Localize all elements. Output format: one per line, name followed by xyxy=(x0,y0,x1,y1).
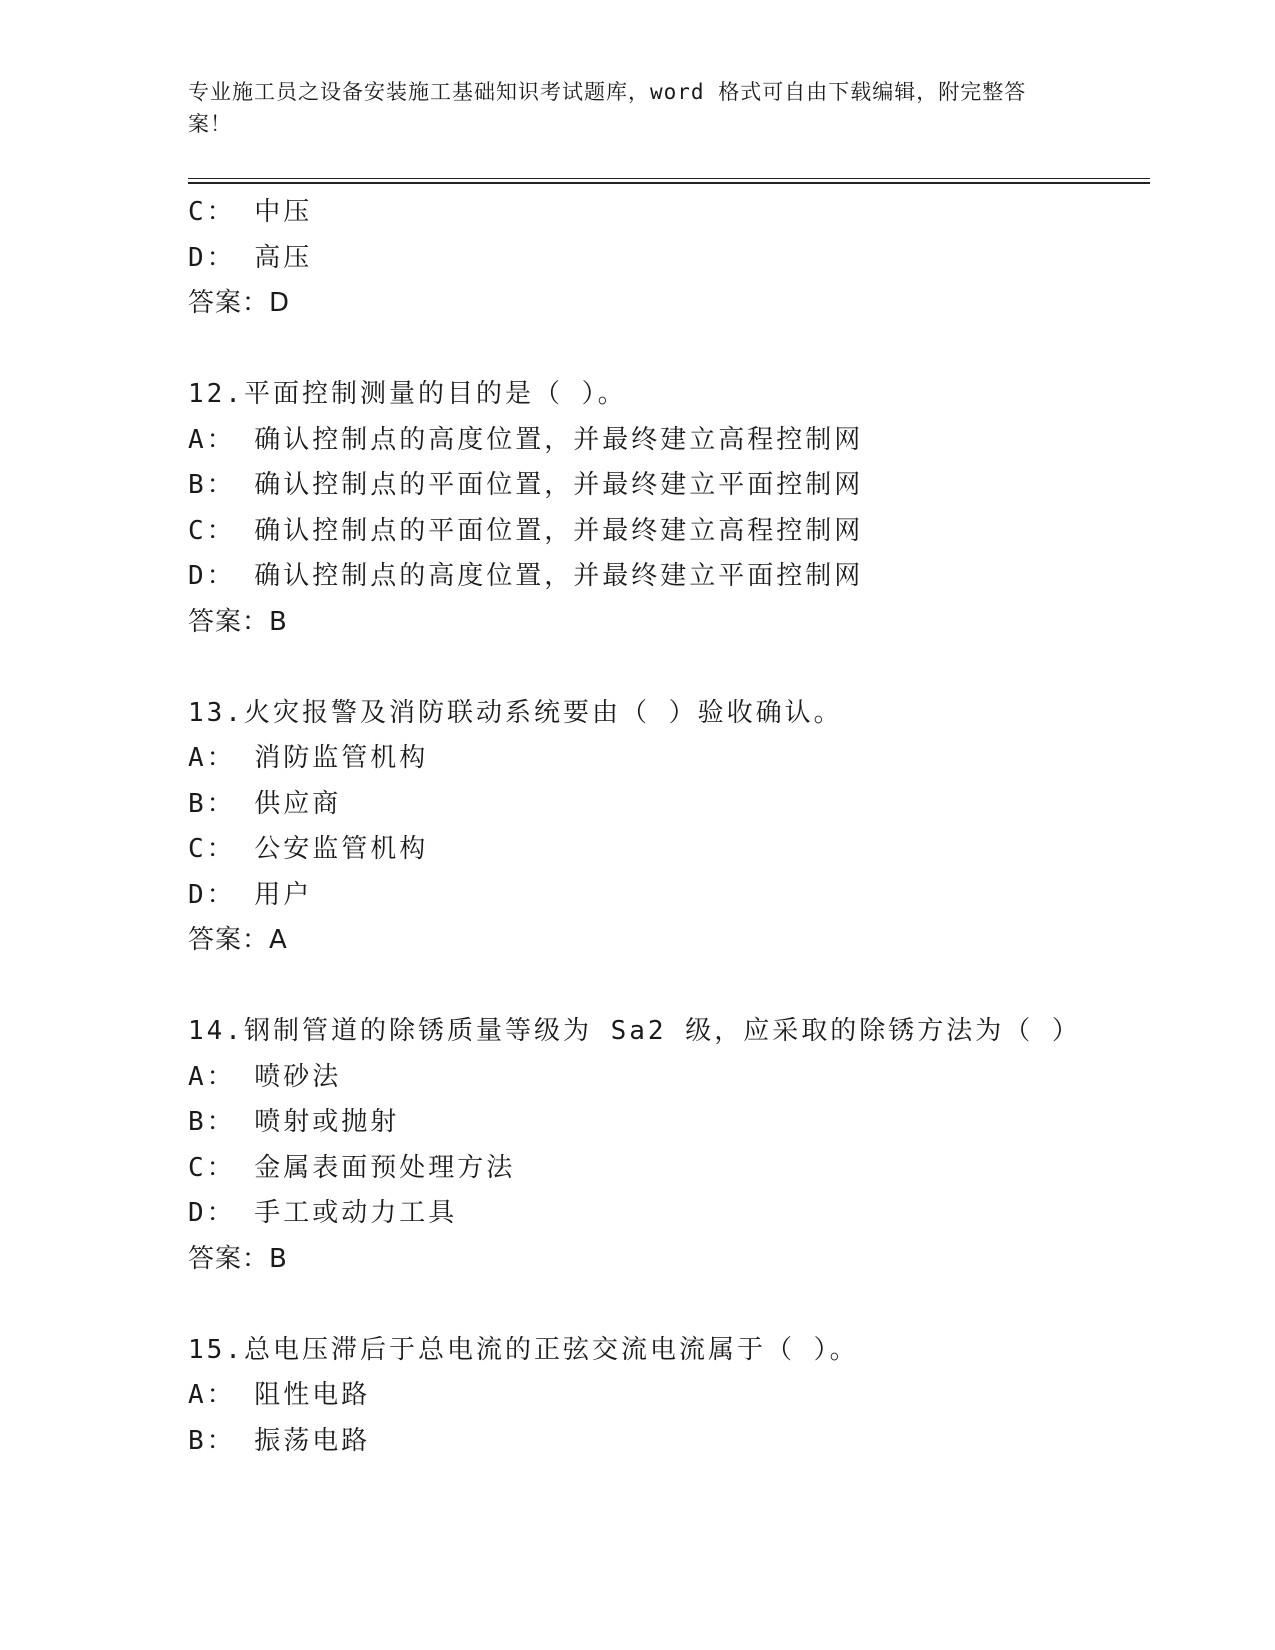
document-header: 专业施工员之设备安装施工基础知识考试题库，word 格式可自由下载编辑，附完整答案！ xyxy=(188,80,1027,136)
option-line: B： 振荡电路 xyxy=(188,1425,371,1456)
option-line: D： 用户 xyxy=(188,879,313,910)
question-stem: 15.总电压滞后于总电流的正弦交流电流属于（ ）。 xyxy=(188,1334,859,1365)
answer-line: 答案：A xyxy=(188,925,288,955)
spacer xyxy=(188,964,1148,1010)
question-stem: 14.钢制管道的除锈质量等级为 Sa2 级，应采取的除锈方法为（ ） xyxy=(188,1016,1081,1046)
option-line: C： 公安监管机构 xyxy=(188,834,429,864)
spacer xyxy=(188,1282,1148,1328)
option-line: D： 确认控制点的高度位置，并最终建立平面控制网 xyxy=(188,561,864,591)
option-line: B： 确认控制点的平面位置，并最终建立平面控制网 xyxy=(188,470,864,500)
header-rule-thin xyxy=(188,178,1150,179)
answer-line: 答案：D xyxy=(188,288,291,318)
question-stem: 13.火灾报警及消防联动系统要由（ ）验收确认。 xyxy=(188,697,843,728)
question-stem: 12.平面控制测量的目的是（ ）。 xyxy=(188,379,627,409)
option-line: A： 消防监管机构 xyxy=(188,743,429,773)
option-line: C： 确认控制点的平面位置，并最终建立高程控制网 xyxy=(188,515,864,546)
question-list xyxy=(188,190,1148,1464)
header-rule-thick xyxy=(188,182,1150,184)
spacer xyxy=(188,645,1148,691)
option-line: A： 确认控制点的高度位置，并最终建立高程控制网 xyxy=(188,424,864,455)
answer-line: 答案：B xyxy=(188,606,288,637)
option-line: C： 中压 xyxy=(188,197,313,227)
answer-line: 答案：B xyxy=(188,1243,288,1274)
option-line: B： 喷射或抛射 xyxy=(188,1107,400,1137)
option-line: D： 高压 xyxy=(188,242,313,273)
option-line: D： 手工或动力工具 xyxy=(188,1198,458,1228)
option-line: B： 供应商 xyxy=(188,788,342,819)
spacer xyxy=(188,327,1148,373)
option-line: A： 阻性电路 xyxy=(188,1380,371,1410)
option-line: C： 金属表面预处理方法 xyxy=(188,1152,516,1183)
option-line: A： 喷砂法 xyxy=(188,1061,342,1092)
